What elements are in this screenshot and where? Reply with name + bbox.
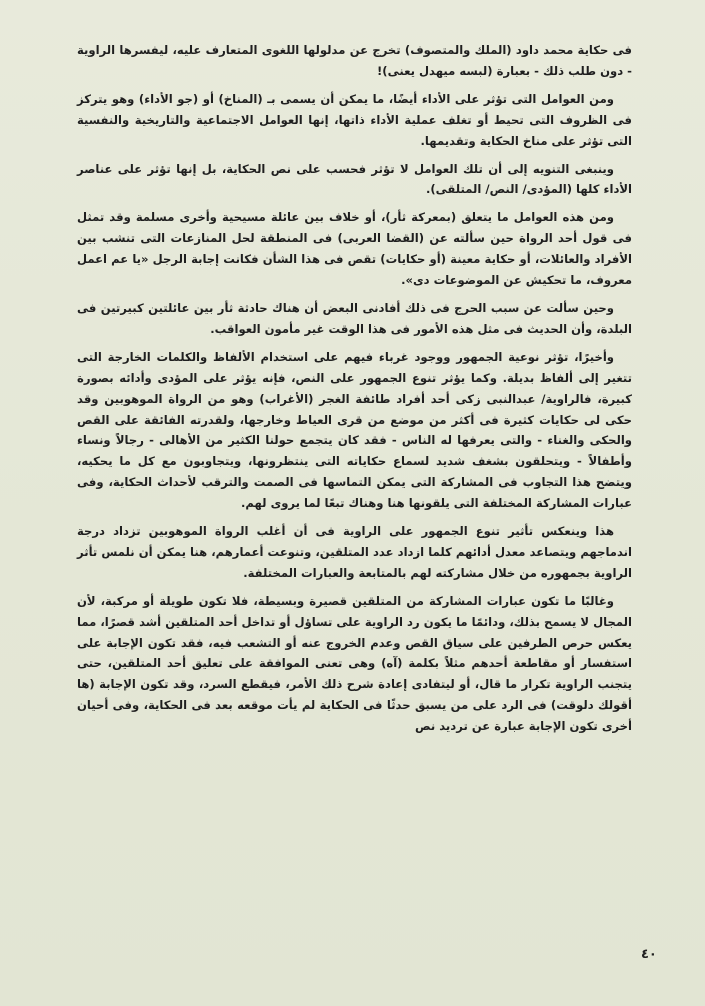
paragraph-audience: وأخيرًا، تؤثر نوعية الجمهور ووجود غرباء فيهم على استخدام الألفاظ والكلمات الخارجة التى تتغير إلى ألفاظ بديلة. وكما يؤثر تنوع الجمهور على النص، فإنه يؤثر على المؤدى وأدائه بصورة كبيرة، فالراوية/ عبدالنبى زكى أحد أفراد طائفة الغجر (الأغراب) وهو من الرواة الموهوبين وقد حكى لى حكايات كثيرة فى أكثر من موضع من قرى العياط وخارجها، ولقدرته الفائقة على القص والحكى والغناء - والتى يعرفها له الناس - فقد كان يتجمع حولنا الكثير من الأهالى - رجالاً ونساء وأطفالاً - ويتحلقون بشغف شديد لسماع حكاياته التى ينتظرونها، ويتجاوبون مع كل ما يحكيه، ويتضح هذا التجاوب فى المشاركة التى يمكن التماسها فى الصمت والترقب لأحداث الحكاية، وفى عبارات المشاركة المختلفة التى يلقونها هنا وهناك تبعًا لما يروى لهم.: [77, 349, 632, 511]
paragraph-continuation: فى حكاية محمد داود (الملك والمتصوف) تخرج عن مدلولها اللغوى المتعارف عليه، ليفسرها الراوية - دون طلب ذلك - بعبارة (لبسه ميهدل يعنى)!: [77, 43, 632, 78]
paragraph-reason: وحين سألت عن سبب الحرج فى ذلك أفادنى البعض أن هناك حادثة ثأر بين عائلتين كبيرتين فى البلدة، وأن الحديث فى مثل هذه الأمور فى هذا الوقت غير مأمون العواقب.: [77, 300, 632, 336]
paragraph-note: وينبغى التنويه إلى أن تلك العوامل لا تؤثر فحسب على نص الحكاية، بل إنها تؤثر على عناصر الأداء كلها (المؤدى/ النص/ المتلقى).: [77, 161, 632, 197]
paragraph-feud: ومن هذه العوامل ما يتعلق (بمعركة ثأر)، أو خلاف بين عائلة مسيحية وأخرى مسلمة وقد تمثل فى قول أحد الرواة حين سألته عن (القضا العربى) فى المنطقة لحل المنازعات التى تنشب بين الأفراد والعائلات، أو حكاية معينة (أو حكايات) تقص فى هذا الشأن فكانت إجابة الرجل «يا عم اعمل معروف، ما تحكيش عن الموضوعات دى».: [77, 210, 632, 288]
body-text: [77, 40, 632, 744]
paragraph-participation: وغالبًا ما تكون عبارات المشاركة من المتلقين قصيرة وبسيطة، فلا تكون طويلة أو مركبة، لأن المجال لا يسمح بذلك، ودائمًا ما يكون رد الراوية على تساؤل أو تداخل أحد المتلقين أشد قصرًا، مما يعكس حرص الطرفين على سياق القص وعدم الخروج عنه أو التشعب فيه، فقد تكون الإجابة على استفسار أو مقاطعة أحدهم مثلاً بكلمة (آه) وهى تعنى الموافقة على تعليق أحد المتلقين، حتى يتجنب الراوية تكرار ما قال، أو ليتفادى إعادة شرح ذلك الأمر، فيقطع السرد، وقد تكون الإجابة (ها أقولك دلوقت) فى الرد على من يسبق حدثًا فى الحكاية لم يأت موقعه بعد فى الحكاية، وفى أحيان أخرى تكون الإجابة عبارة عن ترديد نص: [77, 593, 632, 734]
page-number: ٤٠: [641, 947, 657, 962]
paragraph-reflection: هذا وينعكس تأثير تنوع الجمهور على الراوية فى أن أغلب الرواة الموهوبين تزداد درجة اندماجهم ويتصاعد معدل أدائهم كلما ازداد عدد المتلقين، وتنوعت أعمارهم، هنا يمكن أن نلمس تأثر الراوية بجمهوره من خلال مشاركته لهم بالمتابعة والعبارات المختلفة.: [77, 524, 632, 580]
paragraph-atmosphere: ومن العوامل التى تؤثر على الأداء أيضًا، ما يمكن أن يسمى بـ (المناخ) أو (جو الأداء) وهو يتركز فى الظروف التى تحيط أو تغلف عملية الأداء ذاتها، إنها العوامل الاجتماعية والتاريخية والنفسية التى تؤثر على مناخ الحكاية وتقديمها.: [77, 91, 632, 148]
